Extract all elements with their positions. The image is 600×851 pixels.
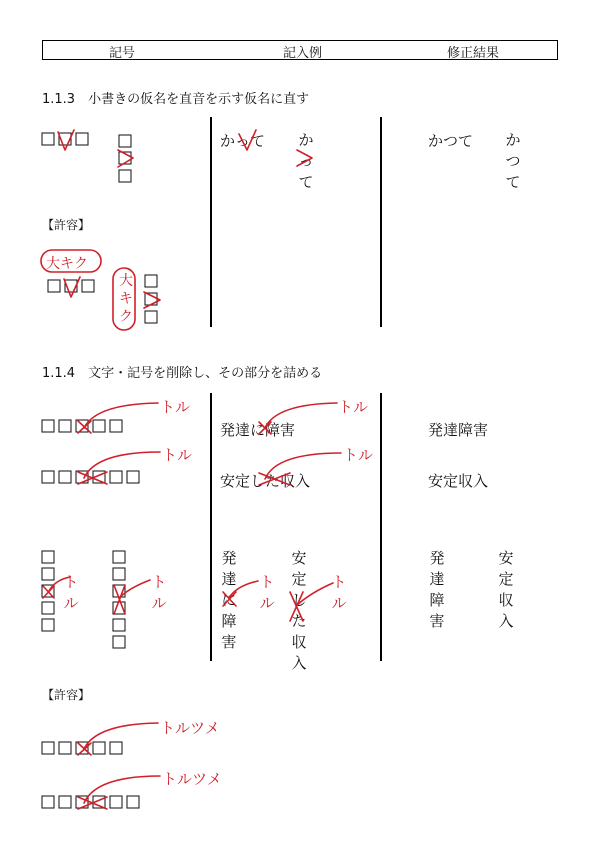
toru-label-1: トル bbox=[160, 398, 191, 416]
section-113-title: 1.1.3 小書きの仮名を直音を示す仮名に直す bbox=[42, 92, 310, 107]
result-113-vertical: かつて bbox=[505, 131, 521, 191]
torutsume-label-2: トルツメ bbox=[162, 770, 222, 788]
toru-label-3: トル bbox=[338, 398, 369, 416]
toru-label-4: トル bbox=[343, 446, 374, 464]
allow-mark-113-horizontal: 大キク bbox=[46, 256, 88, 272]
result-114-vertical-2: 安定収入 bbox=[498, 549, 514, 630]
result-114-1: 発達障害 bbox=[428, 421, 489, 439]
header-symbol: 記号 bbox=[109, 46, 136, 61]
toru-label-v4: トル bbox=[331, 573, 347, 612]
toru-label-v2: トル bbox=[151, 573, 167, 612]
toru-label-2: トル bbox=[162, 446, 193, 464]
result-114-2: 安定収入 bbox=[428, 472, 489, 490]
torutsume-label-1: トルツメ bbox=[160, 719, 220, 737]
header-result: 修正結果 bbox=[447, 46, 500, 61]
toru-label-v3: トル bbox=[259, 573, 275, 612]
result-114-vertical-1: 発達障害 bbox=[429, 549, 445, 630]
example-113-vertical: かって bbox=[298, 131, 314, 191]
example-114-vertical-1: 発達に障害 bbox=[221, 549, 237, 651]
example-114-2: 安定した収入 bbox=[220, 472, 311, 490]
example-114-vertical-2: 安定した収入 bbox=[291, 549, 307, 672]
example-113-horizontal: かって bbox=[220, 132, 266, 150]
allow-label-113: 【許容】 bbox=[42, 218, 91, 232]
example-114-1: 発達に障害 bbox=[220, 421, 296, 439]
result-113-horizontal: かつて bbox=[428, 132, 474, 150]
allow-mark-113-vertical: 大キク bbox=[119, 273, 133, 325]
toru-label-v1: トル bbox=[63, 573, 79, 612]
allow-label-114: 【許容】 bbox=[42, 688, 91, 702]
header-example: 記入例 bbox=[283, 46, 323, 61]
section-114-title: 1.1.4 文字・記号を削除し、その部分を詰める bbox=[42, 366, 323, 381]
